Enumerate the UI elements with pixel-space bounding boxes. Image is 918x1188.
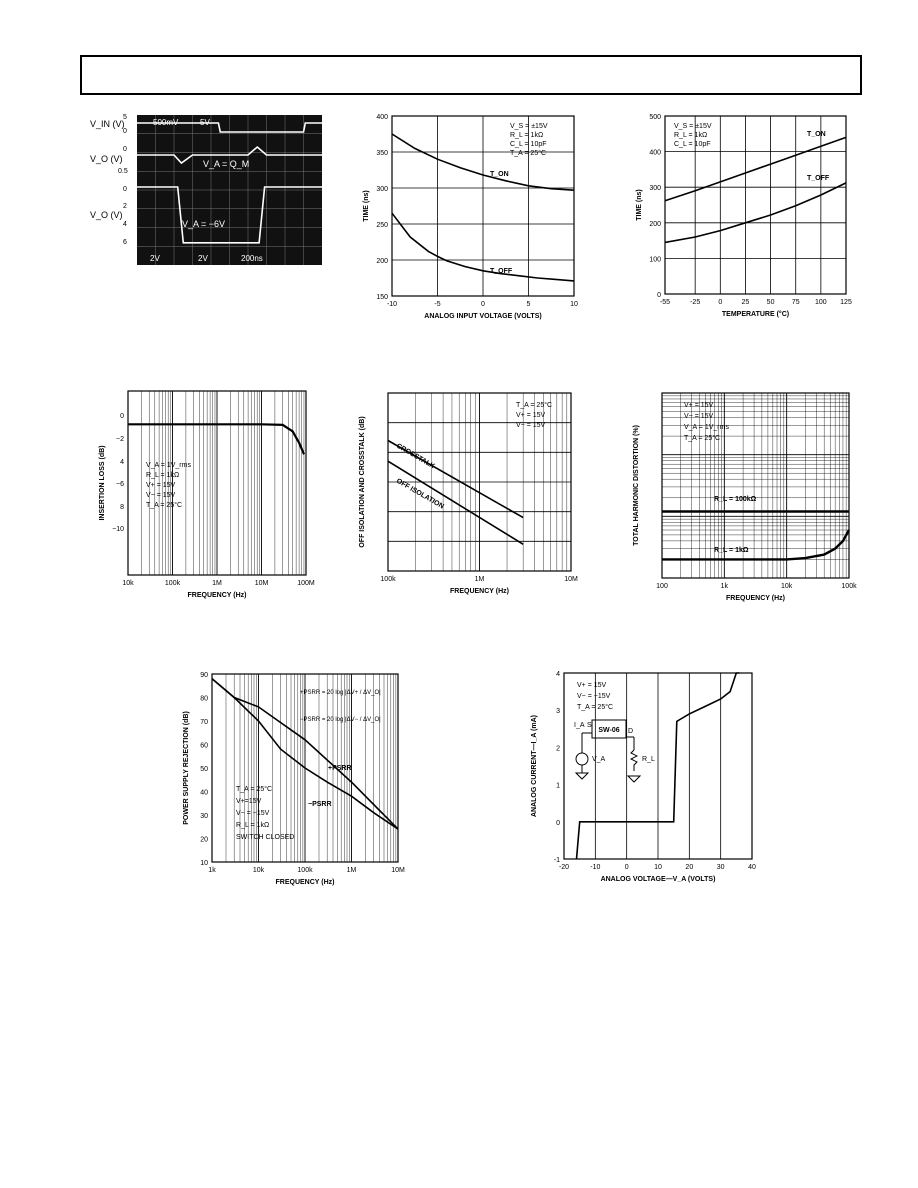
series-label: CROSSTALK xyxy=(395,442,436,471)
resistor-icon xyxy=(631,750,637,771)
series-line xyxy=(662,530,849,559)
y-tick-label: 250 xyxy=(376,222,388,229)
x-tick-label: -10 xyxy=(386,301,398,308)
annotation-text: V+ = 15V xyxy=(146,482,176,489)
y-axis-label: OFF ISOLATION AND CROSSTALK (dB) xyxy=(359,416,366,548)
psrr-formula: +PSRR = 20 log |ΔV+ / ΔV_O| xyxy=(300,690,381,696)
y-tick-label: −2 xyxy=(116,436,124,443)
x-tick-label: 75 xyxy=(791,299,800,306)
x-tick-label: 50 xyxy=(766,299,775,306)
y-tick-label: 200 xyxy=(376,258,388,265)
x-axis-label: TEMPERATURE (°C) xyxy=(721,311,790,318)
page-header-box xyxy=(80,55,862,95)
bottom-scale-1: 2V xyxy=(150,254,160,263)
x-tick-label: 1M xyxy=(474,576,485,583)
drain-label: D xyxy=(628,728,634,735)
scope-tick: 0.5 xyxy=(118,168,128,175)
y-tick-label: 20 xyxy=(200,836,208,844)
x-tick-label: 10M xyxy=(391,867,405,874)
top-scale-2: 5V xyxy=(200,118,210,127)
annotation-text: V− = 15V xyxy=(684,413,714,420)
x-tick-label: -10 xyxy=(590,864,601,871)
annotation-text: R_L = 1kΩ xyxy=(510,132,544,139)
y-tick-label: 8 xyxy=(120,504,124,511)
annotation-text: R_L = 1kΩ xyxy=(236,822,270,829)
x-tick-label: 100k xyxy=(297,867,313,874)
series-label: T_OFF xyxy=(490,268,513,275)
y-tick-label: 50 xyxy=(200,766,208,773)
ton-toff-vs-temperature-chart xyxy=(632,108,862,330)
x-tick-label: 100k xyxy=(841,583,857,590)
x-tick-label: -55 xyxy=(659,299,671,306)
y-tick-label: 300 xyxy=(376,186,388,193)
ground-icon xyxy=(628,776,640,782)
y-tick-label: 90 xyxy=(200,672,208,679)
y-tick-label: 3 xyxy=(556,708,560,716)
vo2-label: V_O (V) xyxy=(90,210,123,220)
x-tick-label: 10M xyxy=(254,580,269,587)
vo1-label: V_O (V) xyxy=(90,154,123,164)
thd-chart xyxy=(626,385,862,607)
x-tick-label: 20 xyxy=(685,864,694,871)
x-tick-label: 0 xyxy=(718,299,723,306)
y-axis-label: TOTAL HARMONIC DISTORTION (%) xyxy=(633,425,640,546)
series-label: R_L = 100kΩ xyxy=(714,496,757,503)
psrr-formula: −PSRR = 20 log |ΔV− / ΔV_O| xyxy=(300,717,381,723)
trace1-label: V_A = Q_M xyxy=(203,159,250,169)
bottom-scale-3: 200ns xyxy=(241,254,263,263)
x-tick-label: -25 xyxy=(690,299,701,306)
annotation-text: V+=15V xyxy=(236,798,262,805)
x-tick-label: 100k xyxy=(164,580,181,587)
x-tick-label: 0 xyxy=(624,864,629,871)
annotation-text: V− = 15V xyxy=(516,422,546,429)
source-label: S xyxy=(587,722,592,729)
x-tick-label: 1k xyxy=(720,583,729,590)
x-tick-label: 5 xyxy=(526,301,531,308)
ground-icon xyxy=(576,773,588,779)
x-tick-label: 10k xyxy=(781,583,793,590)
annotation-text: V_A = 1V_rms xyxy=(684,424,729,431)
annotation-text: V_A = 1V_rms xyxy=(146,462,191,469)
annotation-text: T_A = 25°C xyxy=(516,402,553,409)
vin-label: V_IN (V) xyxy=(90,119,125,129)
x-axis-label: ANALOG INPUT VOLTAGE (VOLTS) xyxy=(424,313,542,320)
y-tick-label: 400 xyxy=(649,149,661,157)
x-tick-label: 100 xyxy=(815,299,827,306)
annotation-text: V+ = 15V xyxy=(577,682,607,689)
y-tick-label: −10 xyxy=(112,526,124,533)
y-axis-label: POWER SUPPLY REJECTION (dB) xyxy=(183,711,190,825)
y-axis-label: TIME (ns) xyxy=(363,190,370,222)
x-tick-label: 10k xyxy=(122,580,134,587)
voltage-label: V_A xyxy=(592,756,606,763)
x-axis-label: FREQUENCY (Hz) xyxy=(726,595,785,602)
y-tick-label: 350 xyxy=(376,150,388,157)
series-line xyxy=(128,424,304,454)
x-tick-label: 1M xyxy=(212,580,222,587)
y-tick-label: -1 xyxy=(553,857,560,864)
scope-tick: 0 xyxy=(123,146,127,153)
y-tick-label: 80 xyxy=(200,695,208,703)
y-tick-label: 40 xyxy=(200,789,208,797)
x-tick-label: 10 xyxy=(654,864,662,871)
x-tick-label: 10k xyxy=(252,867,265,874)
y-axis-label: INSERTION LOSS (dB) xyxy=(99,445,106,521)
y-tick-label: −6 xyxy=(116,481,124,488)
y-tick-label: 0 xyxy=(556,819,560,827)
y-axis-label: ANALOG CURRENT—I_A (mA) xyxy=(531,714,538,818)
scope-tick: 6 xyxy=(123,239,127,246)
y-tick-label: 2 xyxy=(556,745,560,753)
annotation-text: V_S = ±15V xyxy=(510,123,548,130)
y-tick-label: 0 xyxy=(120,413,124,420)
scope-tick: 0 xyxy=(123,128,127,135)
annotation-text: C_L = 10pF xyxy=(510,141,547,148)
y-tick-label: 1 xyxy=(556,782,560,790)
series-label: +PSRR xyxy=(328,765,352,772)
x-tick-label: 10 xyxy=(570,301,578,308)
annotation-text: R_L = 1kΩ xyxy=(674,132,708,139)
annotation-text: V+ = 15V xyxy=(684,402,714,409)
plot-frame xyxy=(662,393,849,578)
x-axis-label: FREQUENCY (Hz) xyxy=(450,588,509,595)
y-tick-label: 500 xyxy=(649,114,661,121)
y-tick-label: 4 xyxy=(120,459,124,466)
x-tick-label: 1M xyxy=(346,867,357,874)
x-tick-label: -5 xyxy=(434,301,441,308)
annotation-text: T_A = 25°C xyxy=(577,704,614,711)
annotation-text: T_A = 25°C xyxy=(510,150,547,157)
y-tick-label: 400 xyxy=(376,114,388,121)
series-label: T_OFF xyxy=(807,175,830,182)
x-tick-label: -20 xyxy=(558,864,570,871)
y-tick-label: 60 xyxy=(200,742,208,750)
off-isolation-crosstalk-chart xyxy=(356,385,586,605)
series-line xyxy=(388,461,523,544)
annotation-text: T_A = 25°C xyxy=(146,502,183,509)
psrr-chart xyxy=(178,666,414,896)
x-axis-label: ANALOG VOLTAGE—V_A (VOLTS) xyxy=(600,876,716,883)
y-tick-label: 10 xyxy=(200,860,208,867)
x-tick-label: 0 xyxy=(481,301,485,308)
series-label: T_ON xyxy=(490,171,509,178)
bottom-scale-2: 2V xyxy=(198,254,208,263)
x-tick-label: 125 xyxy=(840,299,852,306)
y-tick-label: 30 xyxy=(200,813,208,820)
x-tick-label: 30 xyxy=(716,864,725,871)
x-axis-label: FREQUENCY (Hz) xyxy=(275,879,335,886)
series-label: OFF ISOLATION xyxy=(395,477,445,511)
load-label: R_L xyxy=(642,756,655,763)
x-tick-label: 25 xyxy=(741,299,750,306)
annotation-text: R_L = 1kΩ xyxy=(146,472,180,479)
annotation-text: SWITCH CLOSED xyxy=(236,834,295,841)
top-scale-1: 500mV xyxy=(153,118,179,127)
x-tick-label: 100k xyxy=(380,576,396,583)
x-tick-label: 100 xyxy=(656,583,668,590)
x-tick-label: 10M xyxy=(564,576,578,583)
x-tick-label: 100M xyxy=(297,580,315,587)
annotation-text: V_S = ±15V xyxy=(674,123,712,130)
y-tick-label: 100 xyxy=(649,256,661,264)
annotation-text: V− = −15V xyxy=(236,810,270,817)
y-tick-label: 70 xyxy=(200,719,208,726)
scope-tick: 2 xyxy=(123,203,127,210)
chip-label: SW-06 xyxy=(598,727,620,734)
y-tick-label: 150 xyxy=(376,294,388,301)
insertion-loss-chart xyxy=(88,385,328,605)
annotation-text: T_A = 25°C xyxy=(236,786,273,793)
annotation-text: V+ = 15V xyxy=(516,412,546,419)
scope-tick: 0 xyxy=(123,186,127,193)
ton-toff-vs-voltage-chart xyxy=(360,108,590,330)
series-label: T_ON xyxy=(807,131,826,138)
y-tick-label: 0 xyxy=(657,292,661,299)
scope-chart xyxy=(85,105,330,270)
trace2-label: V_A = −6V xyxy=(182,219,226,229)
current-label: I_A xyxy=(574,722,585,729)
analog-current-chart xyxy=(530,665,770,895)
x-tick-label: 1k xyxy=(208,867,216,874)
series-label: R_L = 1kΩ xyxy=(714,547,749,554)
scope-tick: 4 xyxy=(123,221,127,228)
scope-tick: 5 xyxy=(123,114,127,121)
y-axis-label: TIME (ns) xyxy=(636,189,643,221)
x-axis-label: FREQUENCY (Hz) xyxy=(187,592,247,599)
annotation-text: T_A = 25°C xyxy=(684,435,721,442)
annotation-text: C_L = 10pF xyxy=(674,141,711,148)
annotation-text: V− = 15V xyxy=(146,492,176,499)
voltage-source-icon xyxy=(576,753,588,765)
annotation-text: V− = −15V xyxy=(577,693,611,700)
y-tick-label: 200 xyxy=(649,220,661,228)
x-tick-label: 40 xyxy=(748,864,756,871)
y-tick-label: 4 xyxy=(556,671,560,678)
series-label: −PSRR xyxy=(308,801,332,808)
y-tick-label: 300 xyxy=(649,185,661,193)
